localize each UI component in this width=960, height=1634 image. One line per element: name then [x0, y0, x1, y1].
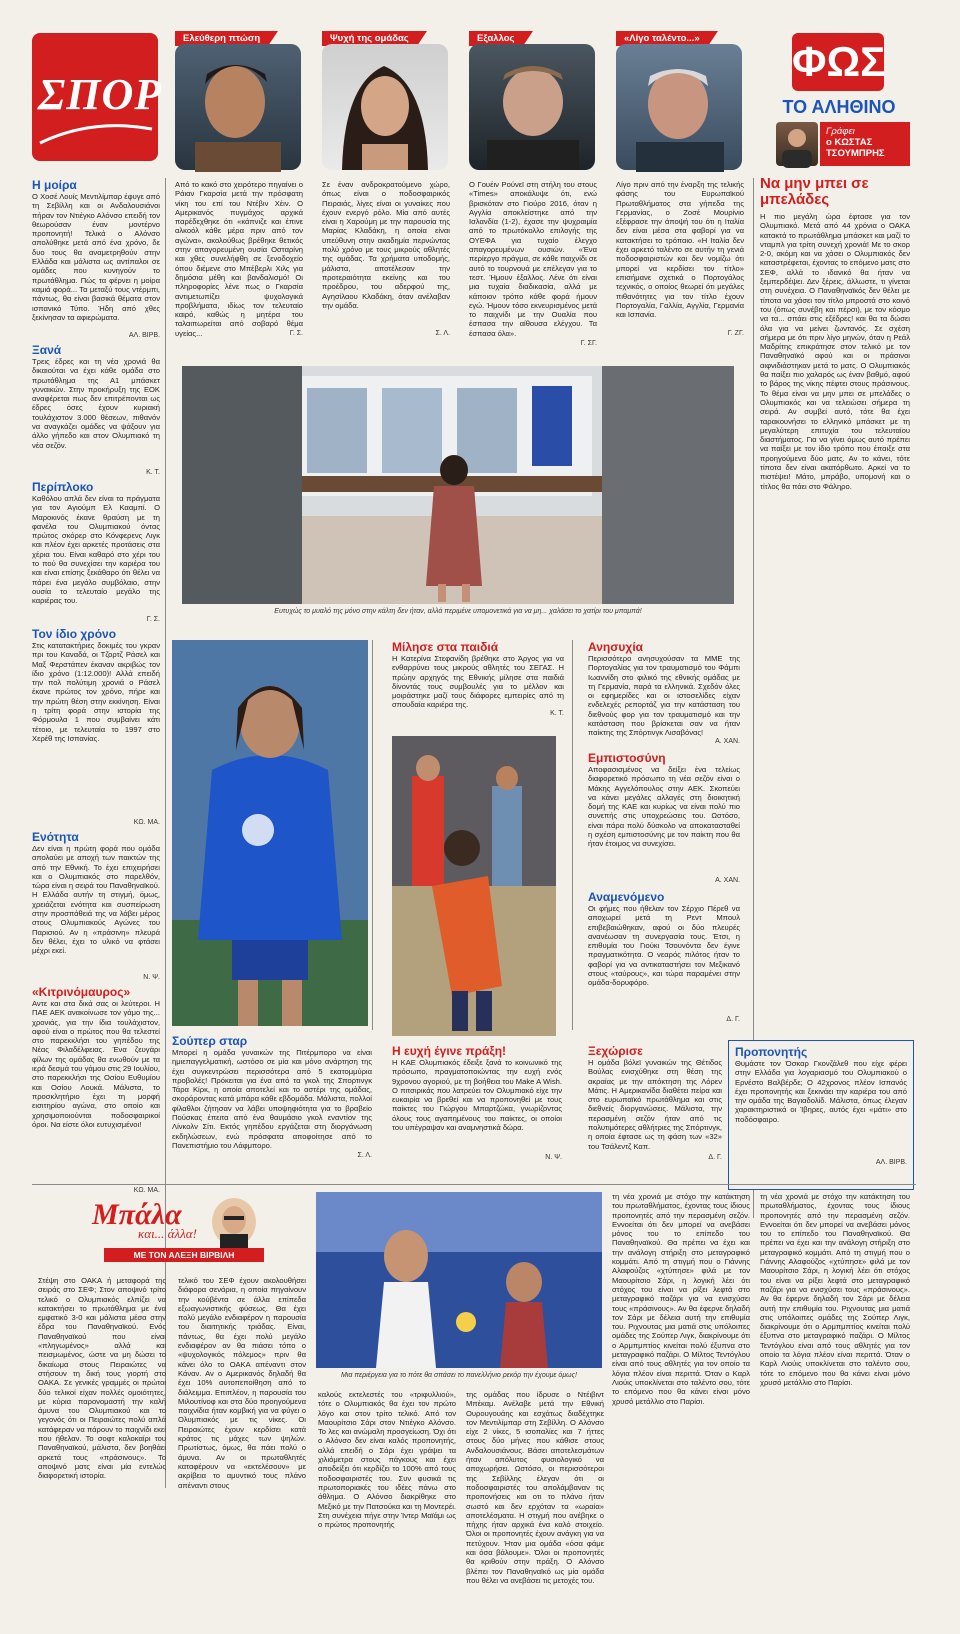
col-rooney-text: Ο Γουέιν Ρούνεϊ στη στήλη του στους «Times» αποκάλυψε ότι, ενώ βρισκόταν στο Γιούρο 2016, όταν η Αγγλία αποκλείστηκε από την Ισλανδία (1-2), έχασε την ψυχραιμία από το πρωτόκολλο επιλογής της ΟΥΕΦΑ για τυχαίο έλεγχο απαγορευμένων ουσιών. «Ένα περίεργο πράγμα, σε κάθε παιχνίδι σε αυτό το τουρνουά με επέλεγαν για το τεστ. Ήμουν έξαλλος. Λένε ότι είναι μια τυχαία διαδικασία, αλλά με κάποιον τρόπο κάθε φορά ήμουν εγώ. Ήμουν τόσο εκνευρισμένος μετά το παιχνίδι με την Ουαλία που έσπασα την αίθουσα ελέγχου. Τα έσπασα όλα».: [469, 180, 597, 338]
bottom-col1: [38, 1276, 166, 1586]
empistosini-title: Εμπιστοσύνη: [588, 751, 666, 765]
ksexorise-signature: Δ. Γ.: [708, 1154, 722, 1161]
empistosini-signature: Α. ΧΑΝ.: [715, 877, 740, 884]
ksexorise-text: Η ομάδα βόλεϊ γυναικών της Θέτιδος Βούλας ενισχύθηκε στη θέση της ακραίας με την απόκτηση της Λόρεν Μάτις. Η Αμερικανίδα διαθέτει πείρα και στο ευρωπαϊκό πρωτάθλημα και στις διεθνείς διοργανώσεις. Μάλιστα, την περασμένη σεζόν ήταν από τις πολυτιμότερες αθλήτριες της Σπόρτινγκ, η οποία έφτασε ως τη φάση των «32» του Τσάλεντζ Καπ.: [588, 1058, 722, 1151]
anamenomeno-text: Οι φήμες που ήθελαν τον Σέρχιο Πέρεθ να αποχωρεί μετά τη Ρεντ Μπουλ επιβεβαιώθηκαν, αφού οι δύο πλευρές ανανέωσαν τη συνεργασία τους. Έτσι, η επιθυμία του Γιούκι Τσουνόντα δεν έγινε πραγματικότητα. Ο νεαρός πιλότος ήταν το φαβορί για να αντικαταστήσει τον Μεξικανό στους «ταύρους», και τώρα παραμένει στην ομάδα-δορυφόρο.: [588, 904, 740, 988]
bottom-col2: [178, 1276, 306, 1586]
fos-logo-text: ΦΩΣ: [792, 38, 886, 85]
col-kladaki-text: Σε έναν ανδροκρατούμενο χώρο, όπως είναι ο ποδοσφαιρικός Πειραιάς, λίγες είναι οι γυναίκες που έχουν ενεργό ρόλο. Μία από αυτές είναι η Χαρούμη με την παρουσία της Μαρίας Κλαδάκη, η οποία είναι υπεύθυνη στην ακαδημία περνώντας πολύ χρόνο με τους μικρούς αθλητές της ομάδας. Τα χρήματα υποδομής, μάλιστα, αποτέλεσαν την προτεραιότητα εκείνης και του προέδρου, του αδερφού της, Αγησίλαου Κλαδάκη, όταν ανέλαβαν την ομάδα.: [322, 180, 450, 310]
photo-rooney: [469, 44, 595, 170]
ksexorise-title: Ξεχώρισε: [588, 1044, 643, 1058]
col-kladaki-signature: Σ. Λ.: [435, 330, 450, 337]
mpala-logo: [92, 1198, 268, 1268]
milise-section: [392, 640, 564, 717]
mourinho-portrait: [616, 44, 742, 170]
woman-portrait: [322, 44, 448, 170]
author-avatar-figure: [776, 122, 818, 166]
enotita-title: Ενότητα: [32, 830, 79, 844]
tag-eksallos: Εξαλλος: [469, 31, 523, 46]
photo-boxer: [175, 44, 301, 170]
col-kladaki: [322, 180, 450, 337]
souper-star-text: Μπορεί η ομάδα γυναικών της Πιτέρμπορο να είναι ημιεπαγγελματική, ωστόσο σε μία και μόνο ανάρτηση της έχει συγκεντρώσει περισσότερα από 5 εκατομμύρια προβολές! Πρόκειται για ένα από τα γκολ της Σπορτινγκ Τάρα Κίρκ, η οποία αποτελεί και το αστέρι της ομάδας, σκοράροντας κατά μπάρα κάθε εβδομάδα. Μάλιστα, πολλοί φίλαθλοι ζήτησαν να λάβει υποψηφιότητα για το βραβείο Πούσκας έπειτα από ένα θαυμάσιο γκολ εναντίον της Λίνκολν Σίτι. Εκτός γηπέδου εργάζεται στη διοργάνωση εκδηλώσεων, ενώ πρόσφατα αποφοίτησε από το Πανεπιστήμιο του Λάφμπορο.: [172, 1048, 372, 1150]
photo-woman: [322, 44, 448, 170]
fos-subtitle: ΤΟ ΑΛΗΘΙΝΟ: [782, 97, 896, 117]
kitrinomavros-signature: ΚΩ. ΜΑ.: [133, 1187, 160, 1194]
proponitis-signature: ΑΛ. ΒΙΡΒ.: [875, 1159, 907, 1166]
bottom-col6-text: τη νέα χρονιά με στόχο την κατάκτηση του πρωταθλήματος, έχοντας τους ίδιους προπονητές από την περασμένη σεζόν. Εννοείται ότι δεν μπορεί να ανεβάσει μόνος του το επίπεδο του Παναθηναϊκού. Θα πρέπει να έχει και την ανάλογη στήριξη στο μεταγραφικό κομμάτι. Από τη στιγμή που ο Γιάννης Αλαφούζος «χτύπησε» φιλά με τον Μαουρίτσιο Σάρι, η λογική λέει ότι στόχος του είναι να ρίξει λεφτά στο μεταγραφικό παζάρι για να ενισχύσει τους «πράσινους». Αν θα έφερνε δηλαδή τον Σάρι με δέλεια αυτή την επιθυμία του. Ριχνουτας μια ματιά στις υπόλοιπες ομάδες της Σούπερ Λιγκ, διακρίνουμε ότι ο Αρμπμπτίος κινείται πολύ έξυπνα στο μεταγραφικό παζάρι. Ο Μίλτος Τεντόγλου είναι από τους αθλητές για τον οποίο τα λόγια πλέον είναι περιττά. Όταν ο Καρλ Λιούις υποκλίνεται στο ταλέντο σου, τότε το επόμενο που θα κάνει είναι μόνο χρυσό μετάλλιο στο Παρίσι.: [760, 1192, 910, 1387]
milise-text: Η Κατερίνα Στεφανίδη βρέθηκε στο Άργος για να ενθαρρύνει τους μικρούς αθλητές του ΣΕΓΑΣ. Η πρώην αρχηγός της Εθνικής μίλησε στα παιδιά δίνοντάς τους συμβουλές για το μέλλον και μοιράστηκε μαζί τους διάφορες εμπειρίες από τη σπουδαία καριέρα της.: [392, 654, 564, 710]
periploko-title: Περίπλοκο: [32, 480, 94, 494]
football-player-figure: [172, 640, 368, 1026]
section-logo: [32, 33, 163, 161]
bottom-col1-text: Στέψη στο ΟΑΚΑ ή μεταφορά της σειράς στο ΣΕΦ; Στον αποψινό τρίτο τελικό ο Ολυμπιακός ελπίζει να κατακτήσει το πρωτάθλημα με ένα εμφατικό 3-0 και μάλιστα μέσα στην έδρα του Παναθηναϊκού. Ενός Παναθηναϊκού που είναι «πληγωμένος» αλλά και πεισμωμένος, ώστε να μη δώσει το δικαίωμα στους Πειραιώτες να στήσουν τη δική τους γιορτή στο ΟΑΚΑ. Σε γενικές γραμμές οι πρώτοι δύο τελικοί είχαν πολλές ομοιότητες, με κύρια παρονομαστή την καλή άμυνα του Ολυμπιακού και το γεγονός ότι οι Πειραιώτες πολύ απλά κατάφεραν να πάρουν το παιχνίδι εκεί που ήθελαν. Το σοφτ καλοκαίρι του Παναθηναϊκού, μάλιστα, δεν βοηθάει αρκετά τους «πράσινους». Το αποψινό ματς είναι μία εντελώς διαφορετική ιστορία.: [38, 1276, 166, 1481]
bottom-top-rule: [32, 1184, 916, 1185]
periploko-text: Καθόλου απλά δεν είναι τα πράγματα για τον Αγιούμπ Ελ Κααμπί. Ο Μαροκινός έκανε θραύση με τη φανέλα του Ολυμπιακού όντας πρώτος σκόρερ στο Κόνφερενς Λιγκ και πλέον έχει αρκετές προτάσεις στα χέρια του. Είναι καθαρό στο χέρι του το πού θα συνεχίσει την καριέρα του και είναι επίσης ξεκάθαρο ότι θέλει να πάρει ένα μεγάλο συμβόλαιο, στην ουσία το τελευταίο μεγάλο της καριέρας του.: [32, 494, 160, 606]
right-text: Η πιο μεγάλη ώρα έφτασε για τον Ολυμπιακό. Μετά από 44 χρόνια ο ΟΑΚΑ κατακτά το πρωτάθλημα μπάσκετ και μαζί το νταμπλ για τρίτη συνεχή χρονιά! Με το σκορ 2-0, ακόμη και να χάσει ο Ολυμπιακός δεν καταστρέφεται, έχοντας το επόμενο ματς στο ΣΕΦ, αλλά το ιδανικό θα ήταν να ξεμπερδέψει. Δεν ξέρεις, άλλωστε, τι γίνεται στη συνέχεια. Ο Παναθηναϊκός δεν θέλει με τίποτα να χάσει τον τίτλο μπροστά στο κοινό του (όπως συνέβη και πέρσι), με τον κόσμο να τα... σπάει στις εξέδρες! και θα τα δώσει όλα για να μείνει ζωντανός. Σε σχέση σήμερα με ότι πριν λίγο μηνών, όταν η Ρεάλ Μαδρίτης επικράτησε στον τελικό με τον Παναθηναϊκό αφού και οι πράσινοι αιφνιδιάστηκαν μετά το ματς. Ο Ολυμπιακός θα παίξει πιο χαλαρός ως έναν βαθμό, αφού το βάρος της νίκης πέφτει στους πράσινους. Το θέμα είναι να μην μπει σε μπελάδες ο Ολυμπιακός και να τελειώσει σήμερα τη σειρά. Αν συμβεί αυτό, τότε θα έχει ταρακουνήσει το ελληνικό μπάσκετ με τη μεγαλύτερη επιτυχία του τελευταίου διαστήματος. Για να γίνει όμως αυτό πρέπει να παίξει με τον ίδιο τρόπο που έπαιξε στα προηγούμενα δύο ματς. Αν το κάνει, τότε τίποτα δεν είναι ακατόρθωτο. Αρκεί να το πιστέψει! Μάτο, μπράβο, υπομονή και ο τίτλος θα πάει στο Φάληρο.: [760, 212, 910, 491]
col-garcia-text: Από το κακό στο χειρότερο πηγαίνει ο Ράιαν Γκαρσία μετά την πρόσφατη νίκη του επί του Ντέβιν Χέιν. Ο Αμερικανός πυγμάχος αρχικά παρέδεχθηκε ότι «κάπνιζε και έπινε αλκοόλ κάθε μέρα πριν από τον αγώνα», ακολούθως βρέθηκε θετικός στην απαγορευμένη ουσία Οσταρίνη και χθες συνελήφθη σε ξενοδοχείο όπου διέμενε στο Μπέβερλι Χιλς για δημόσια μέθη και βανδαλισμό! Οι πληροφορίες λένε πως ο Γκαρσία αντιμετωπίζει ψυχολογικά προβλήματα, ιδίως τον τελευταίο καιρό, καθώς η μητέρα του ταλαιπωρείται από σοβαρό θέμα υγείας...: [175, 180, 303, 338]
anisixia-signature: Α. ΧΑΝ.: [715, 738, 740, 745]
middle-right-column: [588, 640, 740, 1023]
author-line-1: Γράφει: [826, 126, 855, 137]
idio-xrono-signature: ΚΩ. ΜΑ.: [133, 819, 160, 826]
anamenomeno-title: Αναμενόμενο: [588, 890, 665, 904]
bottom-col6: [760, 1192, 910, 1586]
anamenomeno-signature: Δ. Γ.: [726, 1016, 740, 1023]
bottom-col4-lower-text: της ομάδας που ίδρυσε ο Ντέιβιντ Μπέκαμ. Ανέλαβε μετά την Εθνική Ουρουγουάης και εσχάτως διαδέχτηκε τον Μεντιλίμπαρ στη Σεβίλλη. Ο Αλόνσο είχε 2 νίκες, 5 ισοπαλίες και 7 ήττες στους δύο μήνες που κάθισε στους Ανδαλουσιάνους. Βάσει αποτελεσμάτων ήταν απόλυτος φυσιολογικό να αποχωρήσει. Ωστόσο, οι περισσότεροι της Σεβίλλης έλεγαν ότι οι ποδοσφαιριστές του απολάμβαναν τις προπονήσεις και οτι το πλάνο ήταν σωστό και δεν ερχόταν τα «ωραία» αποτελέσματα. Η στιγμή που ανέβηκε ο πήχης ήταν αρχικά ένα καλό στοιχείο. Όλοι οι προπονητές έχουν ανάγκη για να πετύχουν. Ήταν μια ομάδα «όσα φάμε και όσα βάλουμε». Όλοι οι προπονητές θα κριθούν στην πράξη. Ο Αλόνσο βλέπει τον Παναθηναϊκό ως μία ομάδα που θέλει να ανεβάσει τις μετοχές του.: [466, 1390, 604, 1585]
player-divider: [372, 640, 373, 1030]
empistosini-text: Αποφασισμένος να δείξει ένα τελείως διαφορετικό πρόσωπο τη νέα σεζόν είναι ο Μάκης Αγγελόπουλος στην ΑΕΚ. Σκοπεύει να κάνει μεγάλες αλλαγές στη διοικητική δομή της ΚΑΕ και κυρίως να είναι πολύ πιο συνεπής στις υποχρεώσεις του. Ωστόσο, είναι πάρα πολύ δύσκολο να αποκατασταθεί η σχέση εμπιστοσύνης με τον παίκτη που θα ήταν έτοιμος να συνεχίσει.: [588, 765, 740, 849]
col-mourinho-text: Λίγο πριν από την έναρξη της τελικής φάσης του Ευρωπαϊκού Πρωταθλήματος στα γήπεδα της Γερμανίας, ο Ζοσέ Μουρίνιο εξέφρασε την άποψή του ότι η Ιταλία δεν είναι μέσα στα φαβορί για να κατακτήσει το τρόπαιο. «Η Ιταλία δεν έχει αρκετό ταλέντο σε αυτήν τη γενιά ποδοσφαιριστών και δεν νομίζω ότι μπορεί να κερδίσει τον τίτλο» επισήμανε σχετικά ο Πορτογάλος τεχνικός, ο οποίος θεωρεί ότι μεγάλες πιθανότητες για τον τίτλο έχουν Πορτογαλία, Γαλλία, Αγγλία, Γερμανία και Ισπανία.: [616, 180, 744, 320]
milise-signature: Κ. Τ.: [550, 710, 564, 717]
middle-right-divider: [572, 640, 573, 1030]
bottom-col3-text: καλούς εκτελεστές του «τριφυλλιού», τότε ο Ολυμπιακός θα έχει τον πρώτο λόγο και στον τρίτο τελικό. Από τον Μαουρίτσιο Σάρι στον Ντιέγκο Αλόνσο. Το λες και ανώμαλη προσγείωση. Όχι ότι ο Αλόνσο δεν είναι καλός προπονητής, αλλά επειδή ο Σάρι έχει γράψει τα χιλιόμετρα στους πάγκους και έχει αποδείξει ότι κερδίζει το 100% από τους ποδοσφαιριστές του. Συν φυσικά τις πρωτοποριακές του ιδέες πάνω στο άθλημα. Ο Αλόνσο διακρίθηκε στο Μεξικό με την Πατσούκα και τη Μοντερέι. Στη συνέχεια πήγε στην Ίντερ Μαϊάμι ως ο πρώτος προπονητής: [318, 1390, 456, 1530]
author-avatar: [776, 122, 818, 166]
efxi-section: [392, 1044, 562, 1161]
tag-psixi-tis-omadas: Ψυχή της ομάδας: [322, 31, 417, 46]
col-garcia-signature: Γ. Σ.: [289, 330, 303, 337]
moira-text: Ο Χοσέ Λουίς Μεντιλίμπαρ έφυγε από τη Σεβίλλη και οι Ανδαλουσιάνοι πήραν τον Ντιέγκο Αλόνσο επειδή τον θεωρούσαν έναν μοντέρνο προπονητή! Τελικά ο Αλόνσο απολύθηκε μετά από ένα χρόνο, δε δυο τους θα αναμετρηθούν στην Ελλάδα και μάλιστα ως αντίπαλοι σε ομάδες που κυνηγούν το πρωτάθλημα. Πώς τα φέρνει η μοίρα καμιά φορά... Τα μεταξύ τους ντέρμπι, πάντως, θα είναι βασικά θέματα στον ισπανικό Τύπο. Ήδη από χθες ξεκίνησαν τα αφιερώματα.: [32, 192, 160, 322]
efxi-title: Η ευχή έγινε πράξη!: [392, 1044, 507, 1058]
bottom-col5-text: τη νέα χρονιά με στόχο την κατάκτηση του πρωταθλήματος, έχοντας τους ίδιους προπονητές από την περασμένη σεζόν. Εννοείται ότι δεν μπορεί να ανεβάσει μόνος του το επίπεδο του Παναθηναϊκού. Θα πρέπει να έχει και την ανάλογη στήριξη στο μεταγραφικό κομμάτι. Από τη στιγμή που ο Γιάννης Αλαφούζος «χτύπησε» φιλά με τον Μαουρίτσιο Σάρι, η λογική λέει ότι στόχος του είναι να ρίξει λεφτά στο μεταγραφικό παζάρι για να ενισχύσει τους «πράσινους». Αν θα έφερνε δηλαδή τον Σάρι με δέλεια αυτή την επιθυμία του. Ριχνουτας μια ματιά στις υπόλοιπες ομάδες της Σούπερ Λιγκ, διακρίνουμε ότι ο Αρμπμπτίος κινείται πολύ έξυπνα στο μεταγραφικό παζάρι. Ο Μίλτος Τεντόγλου είναι από τους αθλητές για τον οποίο τα λόγια πλέον είναι περιττά. Όταν ο Καρλ Λιούις υποκλίνεται στο ταλέντο σου, τότε το επόμενο που θα κάνει είναι μόνο χρυσό μετάλλιο στο Παρίσι.: [612, 1192, 750, 1406]
basketball-court-scene: [392, 736, 556, 1036]
enotita-text: Δεν είναι η πρώτη φορά που ομάδα απολαύει με αποχή των παικτών της από την Εθνική. Το έχει επιχειρήσει και ο Ολυμπιακός στο παρελθόν, τώρα είναι η σειρά του Παναθηναϊκού. Η Ελλάδα αυτήν τη στιγμή, όμως, χρειάζεται ενότητα και συσπείρωση στην προσπάθειά της να λάβει μέρος στους Ολυμπιακούς Αγώνες του Παρισιού. Αν η «πράσινη» πλευρά δεν θέλει, έχει το υλικό να φτάσει μέχρι εκεί.: [32, 844, 160, 956]
col-mourinho-signature: Γ. ΖΓ.: [727, 330, 744, 337]
col-rooney-signature: Γ. ΣΓ.: [580, 340, 597, 347]
photo-tentoglou: [316, 1192, 602, 1368]
efxi-signature: Ν. Ψ.: [545, 1154, 562, 1161]
idio-xrono-title: Τον ίδιο χρόνο: [32, 627, 117, 641]
tag-eleftheri-ptosi: Ελεύθερη πτώση: [175, 31, 268, 46]
photo-football-player: [172, 640, 368, 1026]
photo-basketball-court: [392, 736, 556, 1036]
fos-logo: [792, 33, 884, 91]
mpala-avatar-face: [212, 1198, 256, 1246]
author-box: [820, 122, 910, 166]
photo-mourinho: [616, 44, 742, 170]
section-title: ΣΠΟΡ: [38, 70, 163, 119]
author-line-2: ο ΚΩΣΤΑΣ: [826, 137, 873, 148]
bottom-col4-lower: [466, 1390, 604, 1586]
souper-star-signature: Σ. Λ.: [357, 1152, 372, 1159]
ksexorise-section: [588, 1044, 722, 1161]
col-mourinho: [616, 180, 744, 337]
efxi-text: Η ΚΑΕ Ολυμπιακός έδειξε ξανά το κοινωνικό της πρόσωπο, πραγματοποιώντας την ευχή ενός 9χρονου αγοριού, με τη βοήθεια του Make A Wish. Ο πιτσιρικάς που λατρεύει τον Ολυμπιακό είχε την ευκαιρία να βρεθεί και να προπονηθεί με τους παίκτες του Γιώργου Μπαρτζώκα, γνωρίζοντας όλους τους αγαπημένους του παίκτες, οι οποίοι του υπέγραψαν και αναμνηστικά δώρα.: [392, 1058, 562, 1133]
tentoglou-photo-caption: Μια περιέργεια για το πότε θα σπάσει το πανελλήνιο ρεκόρ την έχουμε όμως!: [341, 1372, 577, 1379]
author-line-3: ΤΣΟΥΜΠΡΗΣ: [826, 148, 885, 159]
boxer-portrait: [175, 44, 301, 170]
idio-xrono-text: Στις κατατακτήριες δοκιμές του γκραν πρι του Καναδά, οι Τζορτζ Ράσελ και Μαξ Φερστάπεν έκαναν ακριβώς τον ίδιο χρόνο (1:12.000)! Αλλά επειδή την πολ πολύτιμη χρονιά ο Ράσελ έκανε πρώτος τον χρόνο, πήρε και την πρώτη θέση στην εκκίνηση. Είναι η τρίτη φορά στην ιστορία της Φόρμουλα 1 που συμβαίνει κάτι τέτοιο, με τελευταία το 1997 στο Χερέθ της Ισπανίας.: [32, 641, 160, 743]
rooney-portrait: [469, 44, 595, 170]
tentoglou-scene: [316, 1192, 602, 1368]
mpala-avatar: [212, 1198, 256, 1246]
periploko-signature: Γ. Σ.: [146, 616, 160, 623]
photo-girl-classroom: [182, 366, 734, 604]
col-garcia: [175, 180, 303, 337]
bottom-col5: [612, 1192, 750, 1586]
ksana-title: Ξανά: [32, 343, 62, 357]
kitrinomavros-title: «Κιτρινόμαυρος»: [32, 985, 131, 999]
proponitis-text: Θυμάστε τον Όσκαρ Γκονζάλεθ που είχε φέρει στην Ελλάδα για λογαριασμό του Ολυμπιακού ο Ερνέστο Βαλβέρδε; Ο 42χρονος πλέον Ισπανός έχει προπονητής και ξεκινάει την καριέρα του από την ομάδα της Βαγιαδολίδ. Μάλιστα, όπως έλεγαν χαρακτηριστικά οι Ίβηρες, αυτός έχει «μάτι» στο ποδόσφαιρο.: [735, 1059, 907, 1124]
anisixia-text: Περισσότερο ανησυχούσαν τα ΜΜΕ της Πορτογαλίας για τον τραυματισμό του Φάμπι Ιωαννίδη στο φιλικό της εθνικής ομάδας με τη Γερμανία, παρά τα ελληνικά. Σχεδόν όλες οι εφημερίδες και οι ιστοσελίδες είχαν ενδελεχές ρεπορτάζ για την κατάσταση του διεθνούς φορ για τον τραυματισμό και την κατάσταση που βρίσκεται σαν να ήταν παίκτης της Σπόρτινγκ Λισαβόνας!: [588, 654, 740, 738]
souper-star-section: [172, 1034, 372, 1159]
left-column: [32, 178, 160, 1194]
mpala-author: ΜΕ ΤΟΝ ΑΛΕΞΗ ΒΙΡΒΙΛΗ: [104, 1248, 264, 1262]
kitrinomavros-text: Αντε και στα δικά σας οι λεύτεροι. Η ΠΑΕ ΑΕΚ ανακοίνωσε τον γάμο της... χρονιάς, για την ίδια τουλάχιστον, αφού είναι ο πρώτος που θα τελεστεί στο παρεκκλήσι του γηπέδου της Νέας Φιλαδέλφειας. Ένα ζευγάρι φίλων της ομάδας θα ενωθούν με τα ιερά δεσμά του γάμου στις 29 Ιουλίου, στο παρεκκλήσι της Οσίου Ευθυμίου και Οσίου Λουκά. Μάλιστα, το προσκλητήριο έχει τη μορφή εισιτηρίου αγώνα, στο οποίο και χρησιμοποιούνται ποδοσφαιρικοί όροι. Να είστε όλοι ευτυχισμένοι!: [32, 999, 160, 1129]
classroom-scene: [182, 366, 734, 604]
enotita-signature: Ν. Ψ.: [143, 974, 160, 981]
souper-star-title: Σούπερ σταρ: [172, 1034, 248, 1048]
col-rooney: [469, 180, 597, 347]
moira-title: Η μοίρα: [32, 178, 77, 192]
anisixia-title: Ανησυχία: [588, 640, 644, 654]
milise-title: Μίλησε στα παιδιά: [392, 640, 499, 654]
ksana-text: Τρεις έδρες και τη νέα χρονιά θα δικαιούται να έχει κάθε ομάδα στο πρωτάθλημα της Α1 μπάσκετ γυναικών. Στην προκήρυξη της ΕΟΚ αναφέρεται πως δεν επιτρέπονται ως έδρες όσες έχουν κυριακή τουλάχιστον 3.000 θέσεων, πιθανόν να αναγκάζει ομάδες να ψάξουν για άλλο γήπεδο και στον Ολυμπιακό τη νέα σεζόν.: [32, 357, 160, 450]
tag-ligo-talento: «Λίγο ταλέντο...»: [616, 31, 708, 46]
mpala-title: Μπάλα: [92, 1198, 182, 1231]
right-title: Να μην μπει σε μπελάδες: [760, 175, 869, 208]
proponitis-box: [728, 1040, 914, 1190]
bottom-col2-text: τελικό του ΣΕΦ έχουν ακολουθήσει διάφορα σενάρια, η οποία πηγαίνουν την κούβέντα σε άλλα επίπεδα εξωαγωνιστικής φύσεως. Θα έχει πολύ μεγάλο ενδιαφέρον η παρουσία του διαιτητικής τριάδας. Είναι, πάντως, θα έχει πολύ μεγάλο ενδιαφέρον αν θα πιάσει τόπο ο «ψυχολογικός πόλεμος» πριν θα κάνει όλο το ΟΑΚΑ απέναντι στον Κάναν. Αν ο Αμερικανός δηλαδή θα έχει 10% αυτοπεποίθηση από το διάλειμμα. Επιπλέον, η παρουσία του Μιλουτίνοφ και στα δύο προηγούμενα παιχνίδια ήταν κομβική για να φύγει ο Ολυμπιακός με τις νίκες. Οι Πειραιώτες έχουν κερδίσει κατά κράτος τις μάχες των ψηλών. Πρωτίστως, όμως, θα πάει πολύ ο άμυνα. Αν οι πρωταθλητές καταφέρουν να «εκτελέσουν» με ακρίβεια το αμυντικό τους πλάνο απέναντι στους: [178, 1276, 306, 1490]
bottom-col3: [318, 1390, 456, 1586]
classroom-photo-caption: Ευτυχώς το μυαλό της μόνο στην κάλτη δεν ήταν, αλλά περιμένε υπομονετικά για να μη... χαλάσει το χατίρι του μπαμπά!: [274, 608, 642, 615]
moira-signature: ΑΛ. ΒΙΡΒ.: [128, 332, 160, 339]
mpala-subtitle: και... άλλα!: [138, 1226, 197, 1241]
ksana-signature: Κ. Τ.: [146, 469, 160, 476]
proponitis-title: Προπονητής: [735, 1045, 808, 1059]
